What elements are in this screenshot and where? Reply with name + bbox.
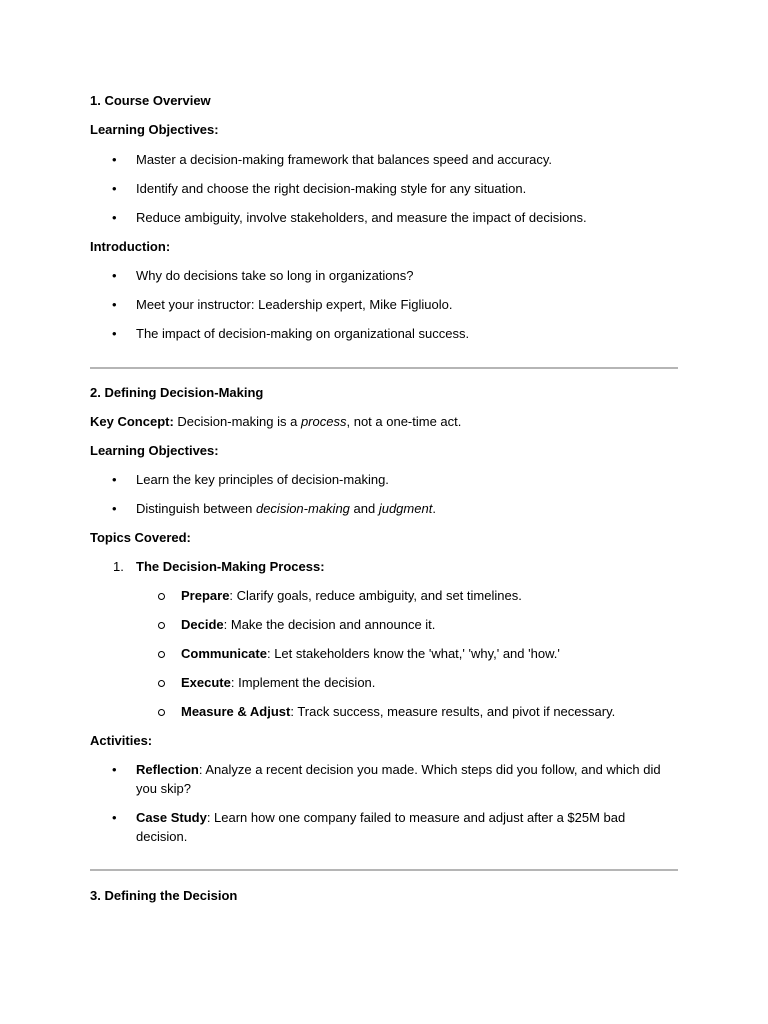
activities-heading: Activities: — [90, 733, 153, 748]
learning-objectives-heading: Learning Objectives: — [90, 443, 219, 458]
topics-covered-heading: Topics Covered: — [90, 530, 191, 545]
bullet-icon: • — [112, 472, 117, 487]
learning-objectives-heading: Learning Objectives: — [90, 122, 219, 137]
section-1-heading: 1. Course Overview — [90, 93, 211, 108]
list-number: 1. — [113, 559, 124, 574]
bullet-icon: • — [112, 181, 117, 196]
circle-bullet-icon — [158, 709, 165, 716]
section-divider — [90, 367, 678, 369]
topic-title: The Decision-Making Process: — [136, 559, 325, 574]
bullet-icon: • — [112, 210, 117, 225]
process-step: Measure & Adjust: Track success, measure results, and pivot if necessary. — [181, 704, 616, 719]
key-concept-text: Decision-making is a — [173, 414, 301, 429]
objective-item: Master a decision-making framework that balances speed and accuracy. — [136, 152, 552, 167]
objective-item: Learn the key principles of decision-making. — [136, 472, 389, 487]
bullet-icon: • — [112, 268, 117, 283]
objective-item: Reduce ambiguity, involve stakeholders, and measure the impact of decisions. — [136, 210, 587, 225]
activity-item: Case Study: Learn how one company failed to measure and adjust after a $25M bad decision. — [136, 810, 626, 844]
section-divider — [90, 869, 678, 871]
circle-bullet-icon — [158, 651, 165, 658]
objective-item: Identify and choose the right decision-making style for any situation. — [136, 181, 527, 196]
process-step: Communicate: Let stakeholders know the 'what,' 'why,' and 'how.' — [181, 646, 560, 661]
key-concept-line — [90, 412, 678, 431]
key-concept-emphasis: process — [300, 414, 347, 429]
objective-item: Distinguish between decision-making and judgment. — [136, 501, 436, 516]
bullet-icon: • — [112, 152, 117, 167]
section-3-heading: 3. Defining the Decision — [90, 888, 238, 903]
intro-item: Why do decisions take so long in organizations? — [136, 268, 414, 283]
bullet-icon: • — [112, 810, 117, 825]
activity-item: Reflection: Analyze a recent decision you made. Which steps did you follow, and which did you skip? — [136, 762, 661, 796]
bullet-icon: • — [112, 501, 117, 516]
circle-bullet-icon — [158, 622, 165, 629]
process-step: Prepare: Clarify goals, reduce ambiguity, and set timelines. — [181, 588, 522, 603]
circle-bullet-icon — [158, 593, 165, 600]
section-2-heading: 2. Defining Decision-Making — [90, 385, 264, 400]
key-concept-label: Key Concept: — [90, 414, 174, 429]
process-step: Execute: Implement the decision. — [181, 675, 376, 690]
key-concept-text: , not a one-time act. — [346, 414, 462, 429]
bullet-icon: • — [112, 326, 117, 341]
circle-bullet-icon — [158, 680, 165, 687]
bullet-icon: • — [112, 762, 117, 777]
process-step: Decide: Make the decision and announce it. — [181, 617, 436, 632]
intro-item: The impact of decision-making on organizational success. — [136, 326, 470, 341]
intro-item: Meet your instructor: Leadership expert, Mike Figliuolo. — [136, 297, 453, 312]
bullet-icon: • — [112, 297, 117, 312]
introduction-heading: Introduction: — [90, 239, 171, 254]
